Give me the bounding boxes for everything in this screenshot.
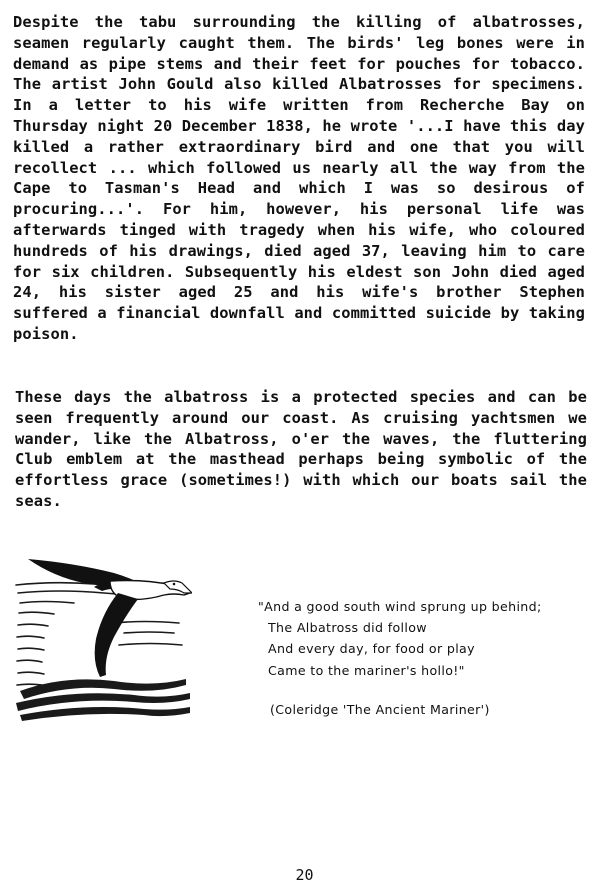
quote-line: Came to the mariner's hollo!" [268,662,465,678]
quote-line: And every day, for food or play [268,641,475,657]
page-number: 20 [295,866,314,884]
albatross-over-waves-icon [14,553,192,723]
quote-attribution: (Coleridge 'The Ancient Mariner') [270,702,490,717]
quote-line: The Albatross did follow [268,620,427,636]
poem-quote [258,596,603,681]
body-paragraph-2: These days the albatross is a protected species and can be seen frequently around our coast. As cruising yachtsmen we wander, like the Albatross, o'er the waves, the fluttering Club emblem at the masthead perhaps being symbolic of the effortless grace (sometimes!) with which our boats sail the seas. [15,388,587,510]
body-paragraph-1: Despite the tabu surrounding the killing of albatrosses, seamen regularly caught them. The birds' leg bones were in demand as pipe stems and their feet for pouches for tobacco. The artist John Gould also killed Albatrosses for specimens. In a letter to his wife written from Recherche Bay on Thursday night 20 December 1838, he wrote '...I have this day killed a rather extraordinary bird and one that you will recollect ... which followed us nearly all the way from the Cape to Tasman's Head and which I was so desirous of procuring...'. For him, however, his personal life was afterwards tinged with tragedy when his wife, who coloured hundreds of his drawings, died aged 37, leaving him to care for six children. Subsequently his eldest son John died aged 24, his sister aged 25 and his wife's brother Stephen suffered a financial downfall and committed suicide by taking poison. [13,13,585,343]
quote-line: "And a good south wind sprung up behind; [258,599,542,614]
